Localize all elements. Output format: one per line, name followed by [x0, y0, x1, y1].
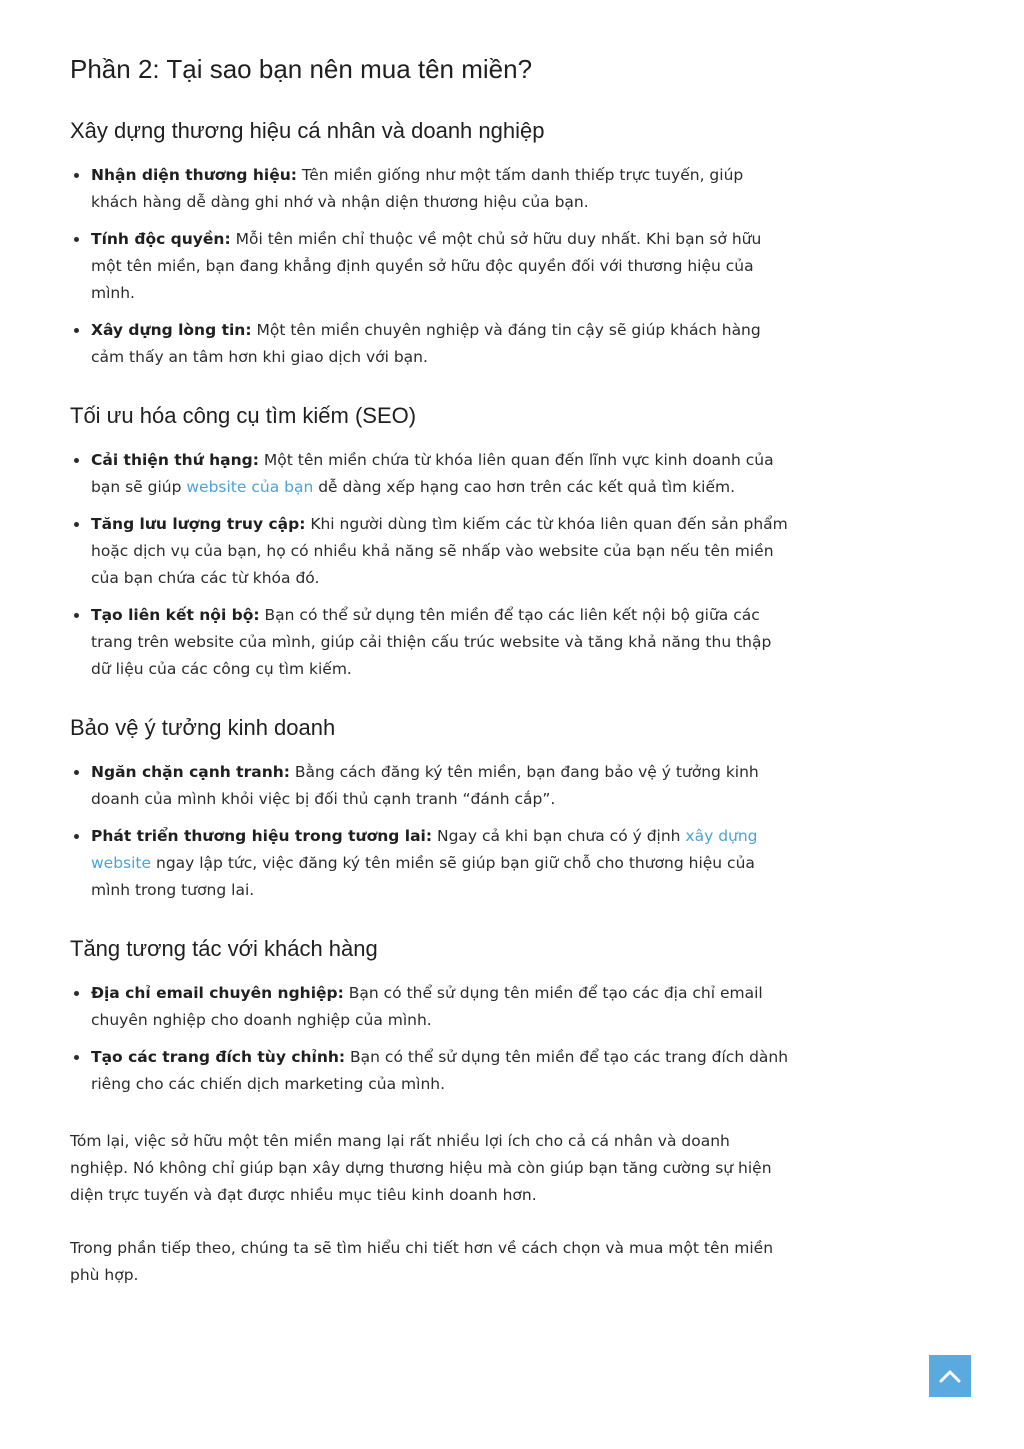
next-section-note: Trong phần tiếp theo, chúng ta sẽ tìm hiểu chi tiết hơn về cách chọn và mua một tên miền phù hợp.: [70, 1239, 774, 1284]
list-item: [91, 1044, 790, 1098]
conclusion-paragraph: Tóm lại, việc sở hữu một tên miền mang lại rất nhiều lợi ích cho cả cá nhân và doanh nghiệp. Nó không chỉ giúp bạn xây dựng thương hiệu mà còn giúp bạn tăng cường sự hiện diện trực tuyến và đạt được nhiều mục tiêu kinh doanh hơn.: [70, 1132, 772, 1204]
item-text: Ngay cả khi bạn chưa có ý định: [432, 827, 686, 845]
list-item: [91, 980, 790, 1034]
list-item: [91, 511, 790, 592]
item-text: ngay lập tức, việc đăng ký tên miền sẽ giúp bạn giữ chỗ cho thương hiệu của mình trong tương lai.: [91, 854, 755, 899]
item-bold-label: Địa chỉ email chuyên nghiệp:: [91, 984, 344, 1002]
section-heading-brand: Xây dựng thương hiệu cá nhân và doanh nghiệp: [70, 118, 545, 143]
item-bold-label: Xây dựng lòng tin:: [91, 321, 252, 339]
item-bold-label: Cải thiện thứ hạng:: [91, 451, 259, 469]
list-item: [91, 447, 790, 501]
item-text: Một tên miền chứa từ khóa liên quan đến lĩnh vực kinh doanh của bạn sẽ giúp: [91, 451, 774, 496]
item-bold-label: Nhận diện thương hiệu:: [91, 166, 297, 184]
website-link[interactable]: website của bạn: [186, 478, 314, 496]
build-website-link[interactable]: xây dựng website: [91, 827, 758, 872]
item-bold-label: Ngăn chặn cạnh tranh:: [91, 763, 290, 781]
item-text: Mỗi tên miền chỉ thuộc về một chủ sở hữu duy nhất. Khi bạn sở hữu một tên miền, bạn đang khẳng định quyền sở hữu độc quyền đối với thương hiệu của mình.: [91, 230, 762, 302]
item-text: Bằng cách đăng ký tên miền, bạn đang bảo vệ ý tưởng kinh doanh của mình khỏi việc bị đối thủ cạnh tranh “đánh cắp”.: [91, 763, 759, 808]
item-text: Bạn có thể sử dụng tên miền để tạo các liên kết nội bộ giữa các trang trên website của mình, giúp cải thiện cấu trúc website và tăng khả năng thu thập dữ liệu của các công cụ tìm kiếm.: [91, 606, 772, 678]
section-heading-protect: Bảo vệ ý tưởng kinh doanh: [70, 715, 336, 740]
item-bold-label: Tăng lưu lượng truy cập:: [91, 515, 306, 533]
item-text: dễ dàng xếp hạng cao hơn trên các kết quả tìm kiếm.: [313, 478, 736, 496]
section-heading-seo: Tối ưu hóa công cụ tìm kiếm (SEO): [70, 403, 417, 428]
item-bold-label: Tính độc quyền:: [91, 230, 231, 248]
item-bold-label: Tạo các trang đích tùy chỉnh:: [91, 1048, 346, 1066]
item-text: Khi người dùng tìm kiếm các từ khóa liên quan đến sản phẩm hoặc dịch vụ của bạn, họ có nhiều khả năng sẽ nhấp vào website của bạn nếu tên miền của bạn chứa các từ khóa đó.: [91, 515, 788, 587]
section-heading-engagement: Tăng tương tác với khách hàng: [70, 936, 378, 961]
list-item: [91, 226, 790, 307]
bullet-list-seo: [70, 447, 790, 683]
item-text: Bạn có thể sử dụng tên miền để tạo các trang đích dành riêng cho các chiến dịch marketing của mình.: [91, 1048, 789, 1093]
item-text: Tên miền giống như một tấm danh thiếp trực tuyến, giúp khách hàng dễ dàng ghi nhớ và nhận diện thương hiệu của bạn.: [91, 166, 744, 211]
page-title: Phần 2: Tại sao bạn nên mua tên miền?: [70, 54, 533, 84]
bullet-list-brand: [70, 162, 790, 371]
chevron-up-icon: [939, 1369, 961, 1383]
list-item: [91, 602, 790, 683]
bullet-list-protect: [70, 759, 790, 904]
list-item: [91, 317, 790, 371]
item-bold-label: Tạo liên kết nội bộ:: [91, 606, 260, 624]
bullet-list-engagement: [70, 980, 790, 1098]
item-bold-label: Phát triển thương hiệu trong tương lai:: [91, 827, 433, 845]
list-item: [91, 823, 790, 904]
item-text: Một tên miền chuyên nghiệp và đáng tin cậy sẽ giúp khách hàng cảm thấy an tâm hơn khi giao dịch với bạn.: [91, 321, 761, 366]
list-item: [91, 162, 790, 216]
back-to-top-button[interactable]: [929, 1355, 971, 1397]
article-content: [70, 50, 790, 1315]
list-item: [91, 759, 790, 813]
item-text: Bạn có thể sử dụng tên miền để tạo các địa chỉ email chuyên nghiệp cho doanh nghiệp của mình.: [91, 984, 763, 1029]
